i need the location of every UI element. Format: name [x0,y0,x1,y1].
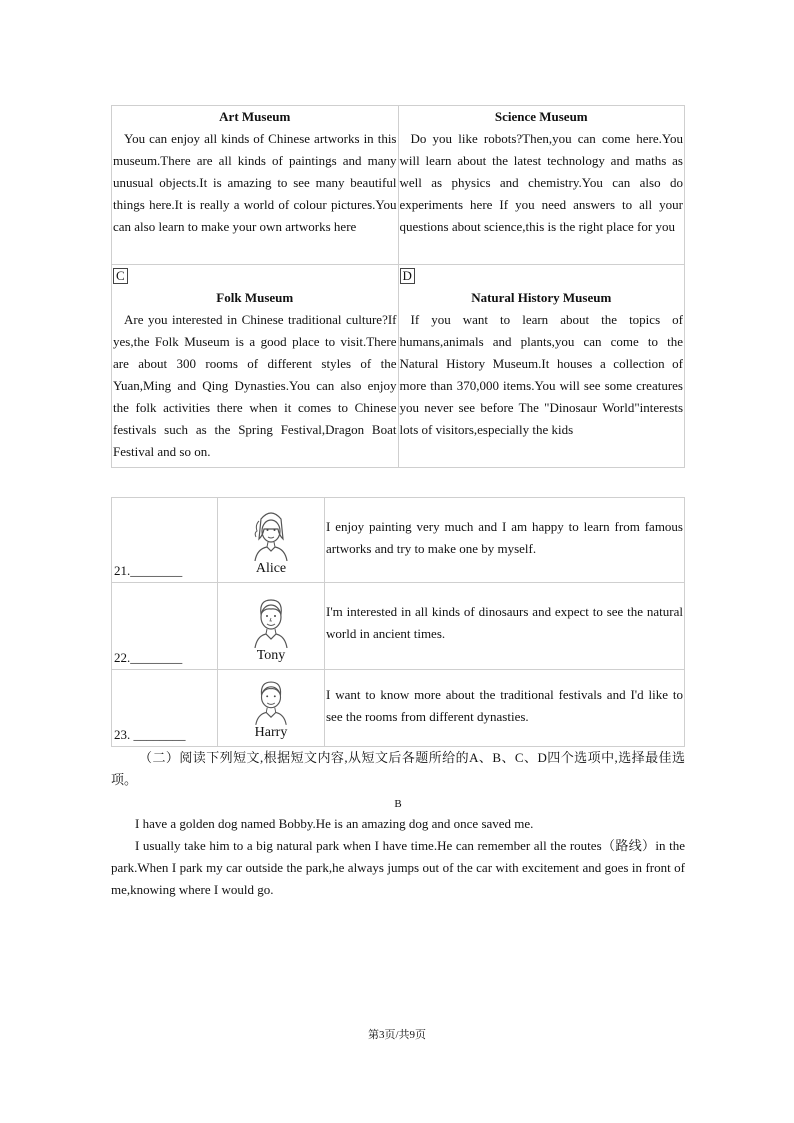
answer-blank-23[interactable]: 23. ________ [112,670,218,747]
natural-history-museum-title: Natural History Museum [471,290,612,305]
person-name: Tony [256,648,286,663]
art-museum-cell [112,106,399,265]
answer-blank-21[interactable]: 21.________ [112,498,218,583]
science-museum-text: Do you like robots?Then,you can come here.You will learn about the latest technology and maths as well as physics and chemistry.You can also do experiments here If you need answers to all your questions about science,this is the right place for you [399,131,683,234]
boy-portrait-icon [252,679,290,725]
art-museum-text: You can enjoy all kinds of Chinese artworks in this museum.There are all kinds of paintings and many unusual objects.It is amazing to see many beautiful things here.It is really a world of colour pictures.You can also learn to make your own artworks here [113,131,397,234]
natural-history-museum-text: If you want to learn about the topics of humans,animals and plants,you can come to the Natural History Museum.It houses a collection of more than 370,000 items.You will see some creatures you never see before The "Dinosaur World"interests lots of visitors,especially the kids [399,312,683,437]
person-name: Harry [254,725,288,740]
option-label-c: C [113,268,128,284]
page-content [111,105,685,901]
girl-portrait-icon [251,509,291,561]
answer-blank-22[interactable]: 22.________ [112,583,218,670]
matching-table [111,497,685,747]
natural-history-museum-cell [398,265,685,468]
person-statement: I enjoy painting very much and I am happy to learn from famous artworks and try to make one by myself. [325,498,685,583]
museum-table [111,105,685,468]
passage-letter: B [394,798,402,810]
person-statement: I'm interested in all kinds of dinosaurs and expect to see the natural world in ancient times. [325,583,685,670]
folk-museum-cell [112,265,399,468]
science-museum-cell [398,106,685,265]
boy-portrait-icon [251,596,291,648]
person-tony [218,583,325,670]
passage-paragraph: I usually take him to a big natural park when I have time.He can remember all the routes（路线）in the park.When I park my car outside the park,he always jumps out of the car with excitement and goes in front of me,knowing where I would go. [111,838,685,897]
passage-paragraph: I have a golden dog named Bobby.He is an amazing dog and once saved me. [135,816,534,831]
person-alice [218,498,325,583]
folk-museum-text: Are you interested in Chinese traditional culture?If yes,the Folk Museum is a good place to visit.There are about 300 rooms of different styles of the Yuan,Ming and Qing Dynasties.You can also enjoy the folk activities there when it comes to Chinese festivals such as the Spring Festival,Dragon Boat Festival and so on. [113,312,397,459]
person-harry [218,670,325,747]
person-statement: I want to know more about the traditional festivals and I'd like to see the rooms from different dynasties. [325,670,685,747]
folk-museum-title: Folk Museum [216,290,294,305]
person-name: Alice [255,561,287,576]
page-footer: 第3页/共9页 [367,1029,427,1041]
art-museum-title: Art Museum [219,109,291,124]
section-instruction: （二）阅读下列短文,根据短文内容,从短文后各题所给的A、B、C、D四个选项中,选择最佳选项。 [111,750,685,787]
science-museum-title: Science Museum [494,109,588,124]
option-label-d: D [400,268,415,284]
